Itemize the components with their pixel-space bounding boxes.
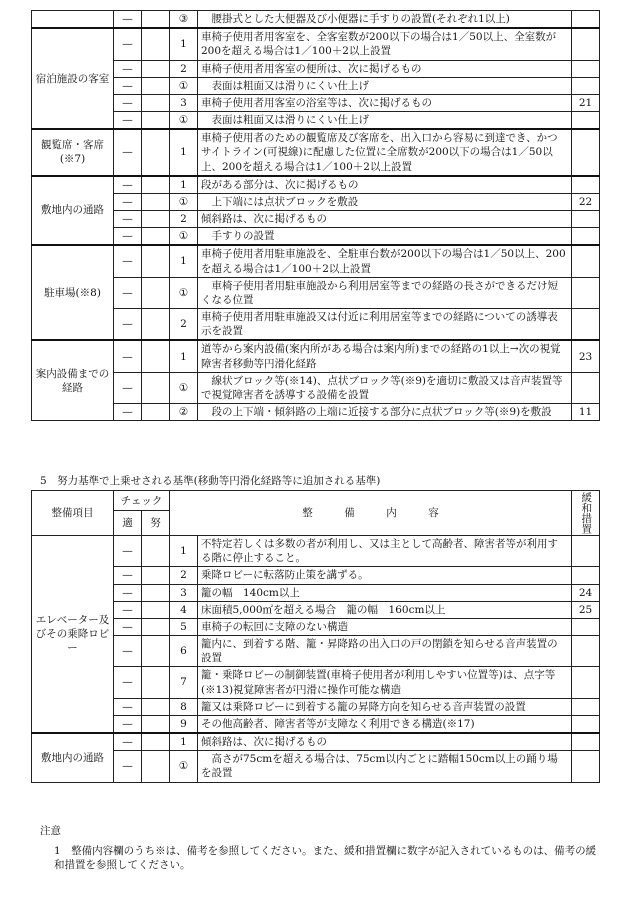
category-cell: 敷地内の通路 bbox=[32, 176, 114, 246]
item-number-cell: 4 bbox=[170, 601, 198, 618]
check-effort-cell bbox=[142, 751, 170, 782]
check-applicable-cell: — bbox=[114, 636, 142, 667]
category-cell bbox=[32, 11, 114, 29]
check-applicable-cell: — bbox=[114, 536, 142, 567]
table2-body bbox=[32, 536, 600, 783]
requirement-cell: 車椅子使用者用駐車施設から利用居室等までの経路の長さができるだけ短くなる位置 bbox=[198, 277, 572, 308]
relief-measure-cell: 25 bbox=[572, 601, 600, 618]
item-number-cell: ③ bbox=[170, 11, 198, 29]
relief-measure-cell bbox=[572, 536, 600, 567]
check-applicable-cell: — bbox=[114, 601, 142, 618]
relief-measure-cell bbox=[572, 715, 600, 733]
item-number-cell: 8 bbox=[170, 698, 198, 715]
notes bbox=[40, 824, 600, 873]
table-row bbox=[32, 112, 600, 130]
header-relief: 緩和措置 bbox=[572, 491, 600, 536]
item-number-cell: 1 bbox=[170, 245, 198, 277]
category-cell: 敷地内の通路 bbox=[32, 733, 114, 782]
check-effort-cell bbox=[142, 228, 170, 246]
check-effort-cell bbox=[142, 211, 170, 228]
item-number-cell: ① bbox=[170, 372, 198, 403]
requirement-cell: 籠内に、到着する階、籠・昇降路の出入口の戸の閉鎖を知らせる音声装置の設置 bbox=[198, 636, 572, 667]
requirement-cell: 傾斜路は、次に掲げるもの bbox=[198, 733, 572, 751]
header-check-a: 適 bbox=[114, 511, 142, 536]
requirement-cell: 車椅子使用者のための観覧席及び客席を、出入口から容易に到達でき、かつサイトライン(可視線)に配慮した位置に全席数が200以下の場合は1／50以上、200を超える場合は1／100＋2以上設置 bbox=[198, 129, 572, 176]
check-applicable-cell: — bbox=[114, 245, 142, 277]
relief-measure-cell bbox=[572, 618, 600, 635]
check-applicable-cell: — bbox=[114, 340, 142, 372]
check-effort-cell bbox=[142, 60, 170, 77]
item-number-cell: ① bbox=[170, 112, 198, 130]
requirement-cell: 籠又は乗降ロビーに到着する籠の昇降方向を知らせる音声装置の設置 bbox=[198, 698, 572, 715]
table-row bbox=[32, 636, 600, 667]
category-cell: 観覧席・客席(※7) bbox=[32, 129, 114, 176]
requirement-cell: 段の上下端・傾斜路の上端に近接する部分に点状ブロック等(※9)を敷設 bbox=[198, 404, 572, 421]
relief-measure-cell bbox=[572, 211, 600, 228]
relief-measure-cell bbox=[572, 751, 600, 782]
table-row bbox=[32, 129, 600, 176]
category-cell: 案内設備までの経路 bbox=[32, 340, 114, 420]
item-number-cell: 7 bbox=[170, 667, 198, 698]
table-row bbox=[32, 618, 600, 635]
check-effort-cell bbox=[142, 193, 170, 210]
check-applicable-cell: — bbox=[114, 129, 142, 176]
requirement-cell: 不特定若しくは多数の者が利用し、又は主として高齢者、障害者等が利用する階に停止すること。 bbox=[198, 536, 572, 567]
requirement-cell: 手すりの設置 bbox=[198, 228, 572, 246]
header-check: チェック bbox=[114, 491, 170, 511]
relief-measure-cell bbox=[572, 245, 600, 277]
table-row bbox=[32, 536, 600, 567]
check-effort-cell bbox=[142, 601, 170, 618]
relief-measure-cell bbox=[572, 277, 600, 308]
relief-measure-cell bbox=[572, 176, 600, 194]
requirement-cell: 車椅子の転回に支障のない構造 bbox=[198, 618, 572, 635]
check-applicable-cell: — bbox=[114, 667, 142, 698]
requirement-cell: 腰掛式とした大便器及び小便器に手すりの設置(それぞれ1以上) bbox=[198, 11, 572, 29]
note-item: 1 整備内容欄のうち※は、備考を参照してください。また、緩和措置欄に数字が記入されているものは、備考の緩和措置を参照してください。 bbox=[54, 845, 597, 872]
item-number-cell: ① bbox=[170, 751, 198, 782]
item-number-cell: ① bbox=[170, 277, 198, 308]
requirements-table-continued bbox=[31, 10, 600, 421]
check-effort-cell bbox=[142, 28, 170, 60]
item-number-cell: 1 bbox=[170, 340, 198, 372]
requirement-cell: その他高齢者、障害者等が支障なく利用できる構造(※17) bbox=[198, 715, 572, 733]
check-applicable-cell: — bbox=[114, 751, 142, 782]
table-row bbox=[32, 698, 600, 715]
category-cell: 宿泊施設の客室 bbox=[32, 28, 114, 129]
requirement-cell: 車椅子使用者用客室の浴室等は、次に掲げるもの bbox=[198, 94, 572, 111]
requirement-cell: 車椅子使用者用駐車施設又は付近に利用居室等までの経路についての誘導表示を設置 bbox=[198, 309, 572, 341]
item-number-cell: 2 bbox=[170, 60, 198, 77]
check-applicable-cell: — bbox=[114, 228, 142, 246]
check-applicable-cell: — bbox=[114, 211, 142, 228]
table-row bbox=[32, 404, 600, 421]
table-row bbox=[32, 667, 600, 698]
check-applicable-cell: — bbox=[114, 11, 142, 29]
relief-measure-cell bbox=[572, 636, 600, 667]
relief-measure-cell bbox=[572, 667, 600, 698]
check-effort-cell bbox=[142, 277, 170, 308]
relief-measure-cell bbox=[572, 733, 600, 751]
item-number-cell: 3 bbox=[170, 94, 198, 111]
check-applicable-cell: — bbox=[114, 698, 142, 715]
item-number-cell: 2 bbox=[170, 309, 198, 341]
effort-standards-table bbox=[31, 490, 600, 783]
table-row bbox=[32, 277, 600, 308]
check-effort-cell bbox=[142, 667, 170, 698]
table-row bbox=[32, 11, 600, 29]
table-row bbox=[32, 28, 600, 60]
requirement-cell: 傾斜路は、次に掲げるもの bbox=[198, 211, 572, 228]
check-effort-cell bbox=[142, 176, 170, 194]
relief-measure-cell: 21 bbox=[572, 94, 600, 111]
relief-measure-cell bbox=[572, 309, 600, 341]
relief-measure-cell bbox=[572, 77, 600, 94]
check-applicable-cell: — bbox=[114, 60, 142, 77]
table-row bbox=[32, 567, 600, 584]
table-row bbox=[32, 60, 600, 77]
check-effort-cell bbox=[142, 77, 170, 94]
check-applicable-cell: — bbox=[114, 715, 142, 733]
check-effort-cell bbox=[142, 309, 170, 341]
table-row bbox=[32, 77, 600, 94]
requirement-cell: 車椅子使用者用駐車施設を、全駐車台数が200以下の場合は1／50以上、200を超える場合は1／100＋2以上設置 bbox=[198, 245, 572, 277]
relief-measure-cell: 24 bbox=[572, 584, 600, 601]
table-row bbox=[32, 94, 600, 111]
table-row bbox=[32, 211, 600, 228]
check-applicable-cell: — bbox=[114, 193, 142, 210]
requirement-cell: 道等から案内設備(案内所がある場合は案内所)までの経路の1以上→次の視覚障害者移動等円滑化経路 bbox=[198, 340, 572, 372]
check-applicable-cell: — bbox=[114, 94, 142, 111]
table-row bbox=[32, 309, 600, 341]
requirement-cell: 上下端には点状ブロックを敷設 bbox=[198, 193, 572, 210]
requirement-cell: 車椅子使用者用客室の便所は、次に掲げるもの bbox=[198, 60, 572, 77]
table-row bbox=[32, 751, 600, 782]
header-item: 整備項目 bbox=[32, 491, 114, 536]
check-applicable-cell: — bbox=[114, 277, 142, 308]
item-number-cell: 9 bbox=[170, 715, 198, 733]
relief-measure-cell bbox=[572, 698, 600, 715]
relief-measure-cell bbox=[572, 60, 600, 77]
relief-measure-cell: 22 bbox=[572, 193, 600, 210]
header-check-b: 努 bbox=[142, 511, 170, 536]
table-row bbox=[32, 715, 600, 733]
check-effort-cell bbox=[142, 372, 170, 403]
relief-measure-cell bbox=[572, 28, 600, 60]
table-row bbox=[32, 372, 600, 403]
item-number-cell: 3 bbox=[170, 584, 198, 601]
relief-measure-cell bbox=[572, 129, 600, 176]
check-applicable-cell: — bbox=[114, 584, 142, 601]
section-5-heading: 5 努力基準で上乗せされる基準(移動等円滑化経路等に追加される基準) bbox=[40, 475, 381, 487]
relief-measure-cell bbox=[572, 567, 600, 584]
item-number-cell: 5 bbox=[170, 618, 198, 635]
check-effort-cell bbox=[142, 340, 170, 372]
requirement-cell: 乗降ロビーに転落防止策を講ずる。 bbox=[198, 567, 572, 584]
table-row bbox=[32, 176, 600, 194]
requirement-cell: 段がある部分は、次に掲げるもの bbox=[198, 176, 572, 194]
check-applicable-cell: — bbox=[114, 372, 142, 403]
check-effort-cell bbox=[142, 618, 170, 635]
requirement-cell: 籠の幅 140cm以上 bbox=[198, 584, 572, 601]
relief-measure-cell bbox=[572, 228, 600, 246]
item-number-cell: ① bbox=[170, 77, 198, 94]
relief-measure-cell bbox=[572, 11, 600, 29]
relief-measure-cell: 11 bbox=[572, 404, 600, 421]
table-row bbox=[32, 584, 600, 601]
check-applicable-cell: — bbox=[114, 309, 142, 341]
item-number-cell: 6 bbox=[170, 636, 198, 667]
header-content: 整 備 内 容 bbox=[170, 491, 572, 536]
category-cell: 駐車場(※8) bbox=[32, 245, 114, 340]
check-effort-cell bbox=[142, 584, 170, 601]
relief-measure-cell bbox=[572, 372, 600, 403]
table-row bbox=[32, 601, 600, 618]
table-row bbox=[32, 733, 600, 751]
item-number-cell: ② bbox=[170, 404, 198, 421]
check-effort-cell bbox=[142, 245, 170, 277]
check-applicable-cell: — bbox=[114, 28, 142, 60]
requirement-cell: 籠・乗降ロビーの制御装置(車椅子使用者が利用しやすい位置等)は、点字等(※13)視覚障害者が円滑に操作可能な構造 bbox=[198, 667, 572, 698]
category-cell: エレベーター及びその乗降ロビー bbox=[32, 536, 114, 734]
check-effort-cell bbox=[142, 567, 170, 584]
requirement-cell: 高さが75cmを超える場合は、75cm以内ごとに踏幅150cm以上の踊り場を設置 bbox=[198, 751, 572, 782]
check-effort-cell bbox=[142, 733, 170, 751]
item-number-cell: 2 bbox=[170, 567, 198, 584]
item-number-cell: 2 bbox=[170, 211, 198, 228]
check-effort-cell bbox=[142, 698, 170, 715]
notes-title: 注意 bbox=[40, 825, 61, 837]
table1-body bbox=[32, 11, 600, 421]
check-applicable-cell: — bbox=[114, 567, 142, 584]
check-effort-cell bbox=[142, 112, 170, 130]
item-number-cell: ① bbox=[170, 193, 198, 210]
item-number-cell: ① bbox=[170, 228, 198, 246]
requirement-cell: 床面積5,000㎡を超える場合 籠の幅 160cm以上 bbox=[198, 601, 572, 618]
check-effort-cell bbox=[142, 536, 170, 567]
requirement-cell: 線状ブロック等(※14)、点状ブロック等(※9)を適切に敷設又は音声装置等で視覚障害者を誘導する設備を設置 bbox=[198, 372, 572, 403]
item-number-cell: 1 bbox=[170, 733, 198, 751]
relief-measure-cell: 23 bbox=[572, 340, 600, 372]
item-number-cell: 1 bbox=[170, 536, 198, 567]
check-effort-cell bbox=[142, 404, 170, 421]
requirement-cell: 表面は粗面又は滑りにくい仕上げ bbox=[198, 77, 572, 94]
check-applicable-cell: — bbox=[114, 176, 142, 194]
item-number-cell: 1 bbox=[170, 129, 198, 176]
table-row bbox=[32, 245, 600, 277]
check-effort-cell bbox=[142, 94, 170, 111]
check-effort-cell bbox=[142, 11, 170, 29]
table-row bbox=[32, 340, 600, 372]
table-row bbox=[32, 228, 600, 246]
check-applicable-cell: — bbox=[114, 112, 142, 130]
check-effort-cell bbox=[142, 129, 170, 176]
check-effort-cell bbox=[142, 636, 170, 667]
check-applicable-cell: — bbox=[114, 733, 142, 751]
check-applicable-cell: — bbox=[114, 77, 142, 94]
table-row bbox=[32, 193, 600, 210]
check-applicable-cell: — bbox=[114, 404, 142, 421]
item-number-cell: 1 bbox=[170, 28, 198, 60]
check-applicable-cell: — bbox=[114, 618, 142, 635]
check-effort-cell bbox=[142, 715, 170, 733]
requirement-cell: 表面は粗面又は滑りにくい仕上げ bbox=[198, 112, 572, 130]
item-number-cell: 1 bbox=[170, 176, 198, 194]
requirement-cell: 車椅子使用者用客室を、全客室数が200以下の場合は1／50以上、全室数が200を超える場合は1／100＋2以上設置 bbox=[198, 28, 572, 60]
relief-measure-cell bbox=[572, 112, 600, 130]
